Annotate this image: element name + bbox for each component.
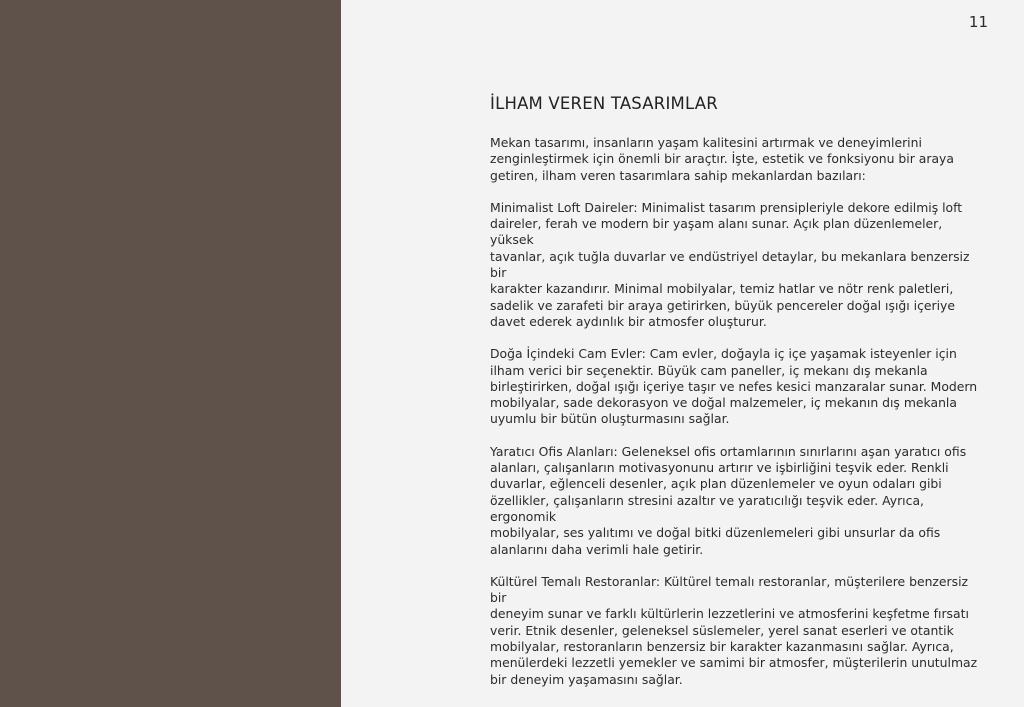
paragraph-restaurants: Kültürel Temalı Restoranlar: Kültürel temalı restoranlar, müşterilere benzersiz bir deneyim sunar ve farklı kültürlerin lezzetlerini ve atmosferini keşfetme fırsatı verir. Etnik desenler, geleneksel süslemeler, yerel sanat eserleri ve otantik mobilyalar, restoranların benzersiz bir karakter kazanmasını sağlar. Ayrıca, menülerdeki lezzetli yemekler ve samimi bir atmosfer, müşterilerin unutulmaz bir deneyim yaşamasını sağlar. <box>490 573 978 687</box>
page-number: 11 <box>968 13 988 31</box>
paragraph-loft: Minimalist Loft Daireler: Minimalist tasarım prensipleriyle dekore edilmiş loft daireler, ferah ve modern bir yaşam alanı sunar. Açık plan düzenlemeler, yüksek tavanlar, açık tuğla duvarlar ve endüstriyel detaylar, bu mekanlara benzersiz bir karakter kazandırır. Minimal mobilyalar, temiz hatlar ve nötr renk paletleri, sadelik ve zarafeti bir araya getirirken, büyük pencereler doğal ışığı içeriye davet ederek aydınlık bir atmosfer oluşturur. <box>490 199 970 329</box>
paragraph-intro: Mekan tasarımı, insanların yaşam kalitesini artırmak ve deneyimlerini zenginleştirmek için önemli bir araçtır. İşte, estetik ve fonksiyonu bir araya getiren, ilham veren tasarımlara sahip mekanlardan bazıları: <box>490 135 954 183</box>
sidebar-panel <box>0 0 341 707</box>
article-title: İLHAM VEREN TASARIMLAR <box>490 94 718 113</box>
paragraph-glass-houses: Doğa İçindeki Cam Evler: Cam evler, doğayla iç içe yaşamak isteyenler için ilham verici bir seçenektir. Büyük cam paneller, iç mekanı dış mekanla birleştirirken, doğal ışığı içeriye taşır ve nefes kesici manzaralar sunar. Modern mobilyalar, sade dekorasyon ve doğal malzemeler, iç mekanın dış mekanla uyumlu bir bütün oluşturmasını sağlar. <box>490 346 978 427</box>
paragraph-offices: Yaratıcı Ofis Alanları: Geleneksel ofis ortamlarının sınırlarını aşan yaratıcı ofis alanları, çalışanların motivasyonunu artırır ve işbirliğini teşvik eder. Renkli duvarlar, eğlenceli desenler, açık plan düzenlemeler ve oyun odaları gibi özellikler, çalışanların stresini azaltır ve yaratıcılığı teşvik eder. Ayrıca, ergonomik mobilyalar, ses yalıtımı ve doğal bitki düzenlemeleri gibi unsurlar da ofis alanlarını daha verimli hale getirir. <box>490 443 967 557</box>
article <box>490 94 985 704</box>
